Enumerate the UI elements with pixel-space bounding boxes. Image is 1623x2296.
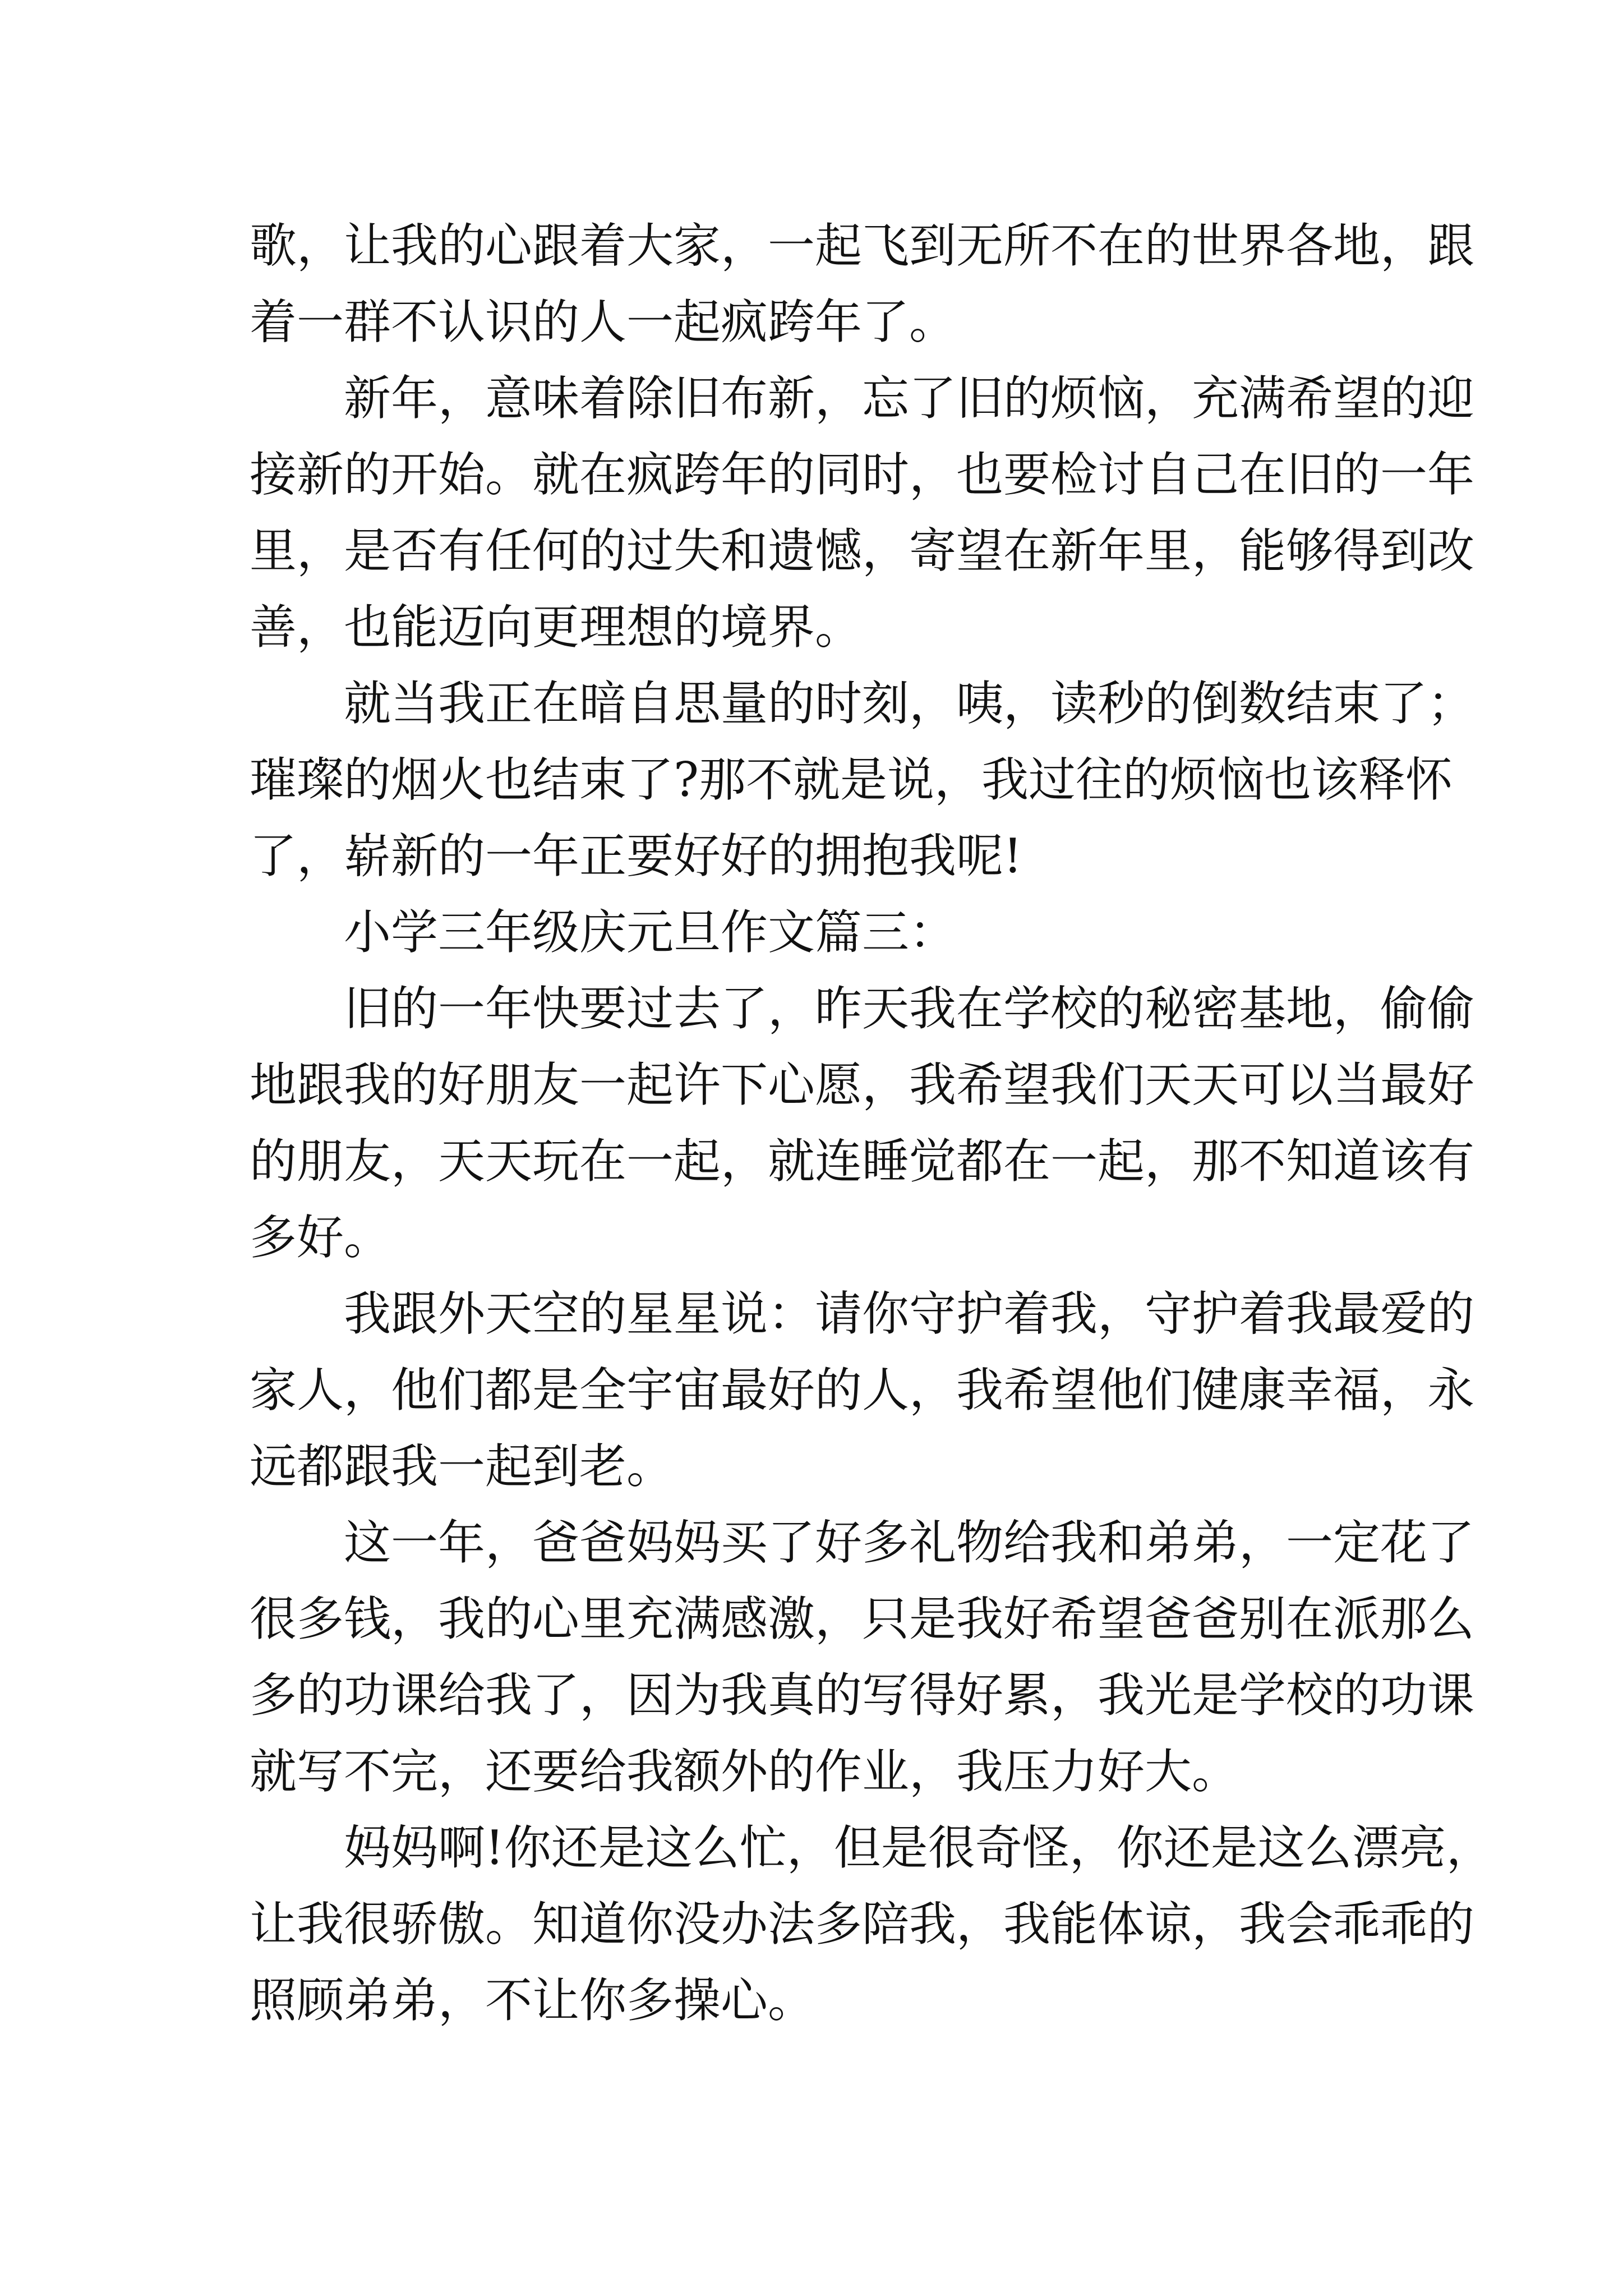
- paragraph: [250, 970, 1475, 1276]
- document-body: [250, 208, 1493, 2039]
- text-line: 家人，他们都是全宇宙最好的人，我希望他们健康幸福，永: [250, 1363, 1475, 1418]
- text-line: 小学三年级庆元旦作文篇三：: [344, 905, 957, 960]
- text-line: 新年，意味着除旧布新，忘了旧的烦恼，充满希望的迎: [344, 371, 1475, 426]
- text-line: 多的功课给我了，因为我真的写得好累，我光是学校的功课: [250, 1668, 1475, 1723]
- text-line: 我跟外天空的星星说：请你守护着我，守护着我最爱的: [344, 1286, 1475, 1341]
- text-line: 接新的开始。就在疯跨年的同时，也要检讨自己在旧的一年: [250, 447, 1475, 502]
- text-line: 善，也能迈向更理想的境界。: [250, 600, 863, 655]
- text-line: 照顾弟弟，不让你多操心。: [250, 1973, 815, 2028]
- text-line: 多好。: [250, 1210, 391, 1265]
- section-heading: [250, 894, 1382, 970]
- text-line: 妈妈啊!你还是这么忙，但是很奇怪，你还是这么漂亮，: [344, 1820, 1493, 1875]
- text-line: 这一年，爸爸妈妈买了好多礼物给我和弟弟，一定花了: [344, 1515, 1475, 1570]
- paragraph: [250, 665, 1475, 894]
- text-line: 远都跟我一起到老。: [250, 1439, 674, 1494]
- text-line: 歌，让我的心跟着大家，一起飞到无所不在的世界各地，跟: [250, 218, 1475, 273]
- paragraph: [250, 1276, 1475, 1504]
- text-line: 很多钱，我的心里充满感激，只是我好希望爸爸别在派那么: [250, 1591, 1475, 1646]
- text-line: 着一群不认识的人一起疯跨年了。: [250, 295, 957, 349]
- text-line: 就当我正在暗自思量的时刻，咦，读秒的倒数结束了；: [344, 676, 1475, 731]
- text-line: 就写不完，还要给我额外的作业，我压力好大。: [250, 1744, 1239, 1799]
- paragraph: [250, 208, 1475, 360]
- text-line: 的朋友，天天玩在一起，就连睡觉都在一起，那不知道该有: [250, 1134, 1475, 1189]
- paragraph: [250, 1504, 1475, 1810]
- text-line: 璀璨的烟火也结束了?那不就是说，我过往的烦恼也该释怀: [250, 752, 1453, 807]
- paragraph: [250, 360, 1475, 665]
- text-line: 里，是否有任何的过失和遗憾，寄望在新年里，能够得到改: [250, 523, 1475, 578]
- paragraph: [250, 1810, 1493, 2039]
- text-line: 旧的一年快要过去了，昨天我在学校的秘密基地，偷偷: [344, 981, 1475, 1036]
- text-line: 地跟我的好朋友一起许下心愿，我希望我们天天可以当最好: [250, 1057, 1475, 1112]
- text-line: 让我很骄傲。知道你没办法多陪我，我能体谅，我会乖乖的: [250, 1897, 1475, 1952]
- text-line: 了，崭新的一年正要好好的拥抱我呢!: [250, 829, 1022, 884]
